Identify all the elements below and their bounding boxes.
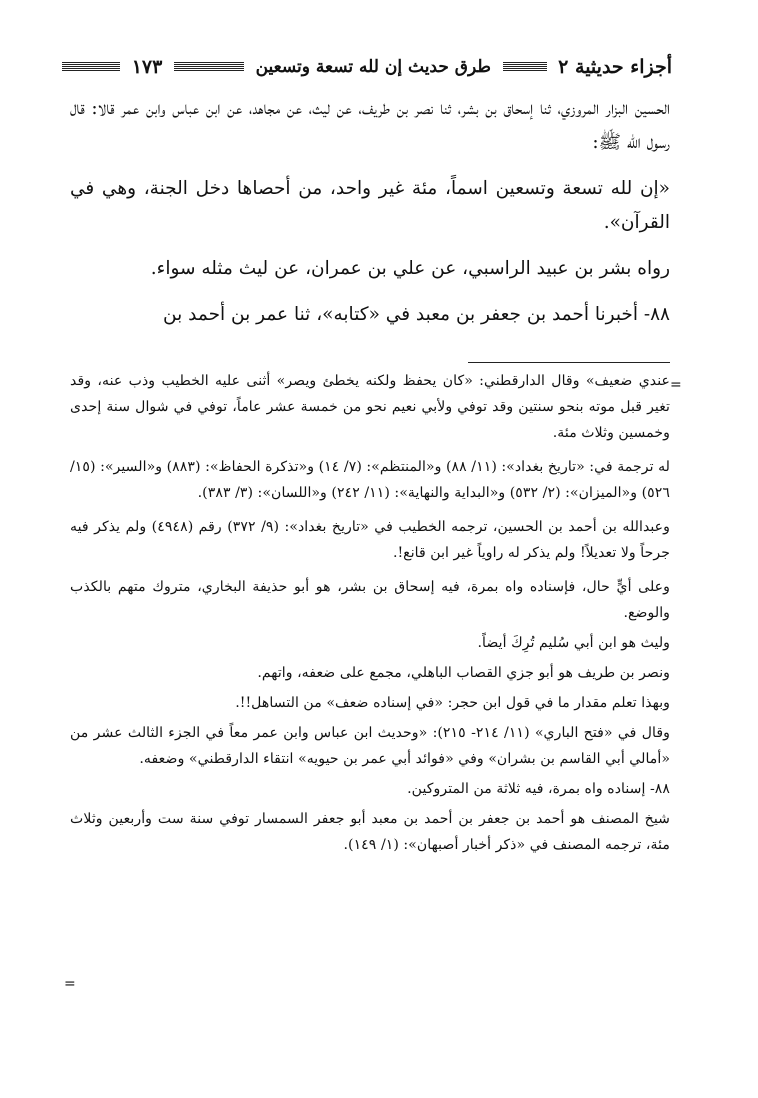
footnote-paragraph: وقال في «فتح الباري» (١١/ ٢١٤- ٢١٥): «وحديث ابن عباس وابن عمر معاً في الجزء الثالث عشر من «أمالي أبي القاسم بن بشران» وفي «فوائد أبي عمر بن حيويه» انتقاء الدارقطني» وضعفه. <box>70 725 670 767</box>
footnote-paragraph: ونصر بن طريف هو أبو جزي القصاب الباهلي، مجمع على ضعفه، واتهم. <box>257 665 670 681</box>
end-continuation-mark: = <box>64 976 76 992</box>
header-ornament-bar <box>174 62 244 72</box>
series-title: أجزاء حديثية ٢ <box>558 56 672 78</box>
header-ornament-bar <box>62 62 120 72</box>
main-paragraph: الحسين البزار المروزي، ثنا إسحاق بن بشر، ثنا نصر بن طريف، عن ليث، عن مجاهد، عن ابن عباس وابن عمر قالا: قال رسول الله ﷺ: <box>70 98 670 153</box>
footnote-paragraph: ٨٨- إسناده واه بمرة، فيه ثلاثة من المتروكين. <box>407 781 670 797</box>
continuation-mark: = <box>670 377 682 393</box>
footnote-paragraph: وعبدالله بن أحمد بن الحسين، ترجمه الخطيب في «تاريخ بغداد»: (٩/ ٣٧٢) رقم (٤٩٤٨) ولم يذكر فيه جرحاً ولا تعديلاً! ولم يذكر له راوياً غير ابن قانع!. <box>70 519 670 561</box>
footnote-paragraph: شيخ المصنف هو أحمد بن جعفر بن أحمد بن معبد أبو جعفر السمسار توفي سنة ست وأربعين وثلاث مئة، ترجمه المصنف في «ذكر أخبار أصبهان»: (١/ ١٤٩). <box>70 811 670 853</box>
header-ornament-bar <box>503 62 547 72</box>
footnotes <box>70 368 670 862</box>
main-paragraph: ٨٨- أخبرنا أحمد بن جعفر بن معبد في «كتابه»، ثنا عمر بن أحمد بن <box>163 304 670 325</box>
main-paragraph: رواه بشر بن عبيد الراسبي، عن علي بن عمران، عن ليث مثله سواء. <box>150 258 670 279</box>
main-text <box>70 92 670 332</box>
hadith-quote: «إن لله تسعة وتسعين اسماً، مئة غير واحد، من أحصاها دخل الجنة، وهي في القرآن». <box>70 178 670 233</box>
footnote-paragraph: وبهذا تعلم مقدار ما في قول ابن حجر: «في إسناده ضعف» من التساهل!!. <box>235 695 670 711</box>
chapter-title: طرق حديث إن لله تسعة وتسعين <box>255 57 491 77</box>
page-number: ١٧٣ <box>131 56 163 78</box>
footnote-paragraph: وليث هو ابن أبي سُليم تُرِكَ أيضاً. <box>477 635 670 651</box>
footnote-separator <box>468 362 670 363</box>
running-header <box>62 50 672 84</box>
footnote-paragraph: وعلى أيٍّ حال، فإسناده واه بمرة، فيه إسحاق بن بشر، هو أبو حذيفة البخاري، متروك متهم بالكذب والوضع. <box>70 579 670 621</box>
footnote-paragraph: له ترجمة في: «تاريخ بغداد»: (١١/ ٨٨) و«المنتظم»: (٧/ ١٤) و«تذكرة الحفاظ»: (٨٨٣) و«السير»: (١٥/ ٥٢٦) و«الميزان»: (٢/ ٥٣٢) و«البداية والنهاية»: (١١/ ٢٤٢) و«اللسان»: (٣/ ٣٨٣). <box>70 459 671 501</box>
footnote-paragraph: عندي ضعيف» وقال الدارقطني: «كان يحفظ ولكنه يخطئ ويصر» أثنى عليه الخطيب وذب عنه، وقد تغير قبل موته بنحو سنتين وقد توفي ولأبي نعيم نحو من خمسة عشر عاماً، توفي في شوال سنة إحدى وخمسين وثلاث مئة. <box>70 373 670 441</box>
